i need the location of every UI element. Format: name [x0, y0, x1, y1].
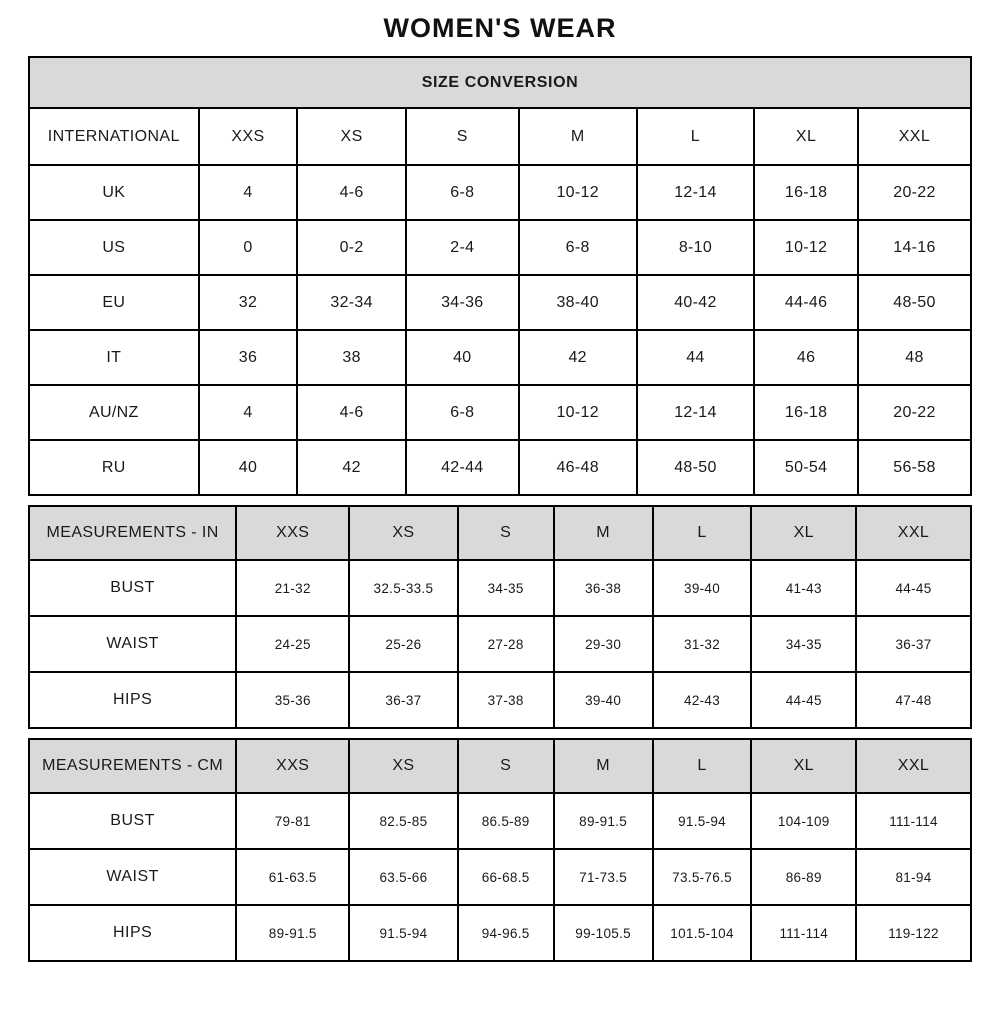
- column-header-size: XS: [349, 739, 457, 793]
- measurement-value: 71-73.5: [554, 849, 653, 905]
- measurement-value: 34-35: [458, 560, 554, 616]
- measurement-value: 66-68.5: [458, 849, 554, 905]
- measurement-value: 86.5-89: [458, 793, 554, 849]
- table-row: [29, 385, 971, 440]
- region-label: UK: [29, 165, 199, 220]
- measurement-value: 99-105.5: [554, 905, 653, 961]
- table-row: [29, 165, 971, 220]
- size-value: 16-18: [754, 165, 858, 220]
- region-label: RU: [29, 440, 199, 495]
- measurement-value: 39-40: [554, 672, 653, 728]
- measurement-value: 24-25: [236, 616, 349, 672]
- measurement-value: 25-26: [349, 616, 457, 672]
- column-header-size: M: [554, 739, 653, 793]
- column-header-size: XL: [754, 108, 858, 165]
- measurement-label: WAIST: [29, 849, 236, 905]
- size-value: 20-22: [858, 165, 971, 220]
- size-value: 6-8: [406, 165, 519, 220]
- measurement-value: 36-38: [554, 560, 653, 616]
- table-row: [29, 275, 971, 330]
- table-row: [29, 220, 971, 275]
- size-value: 4-6: [297, 165, 405, 220]
- size-value: 46-48: [519, 440, 637, 495]
- size-value: 16-18: [754, 385, 858, 440]
- size-value: 0-2: [297, 220, 405, 275]
- measurement-value: 31-32: [653, 616, 752, 672]
- region-label: US: [29, 220, 199, 275]
- measurement-value: 36-37: [856, 616, 971, 672]
- size-value: 56-58: [858, 440, 971, 495]
- size-value: 48-50: [858, 275, 971, 330]
- column-header-size: M: [519, 108, 637, 165]
- table-row: [29, 440, 971, 495]
- measurement-value: 89-91.5: [554, 793, 653, 849]
- size-value: 38-40: [519, 275, 637, 330]
- table-row: [29, 108, 971, 165]
- column-header-size: L: [637, 108, 755, 165]
- measurement-label: WAIST: [29, 616, 236, 672]
- measurement-value: 44-45: [751, 672, 856, 728]
- measurements-in-table: [28, 505, 972, 729]
- region-label: EU: [29, 275, 199, 330]
- size-value: 0: [199, 220, 298, 275]
- table-row: [29, 560, 971, 616]
- size-value: 34-36: [406, 275, 519, 330]
- measurements-in-title: MEASUREMENTS - IN: [29, 506, 236, 560]
- column-header-size: XXL: [856, 506, 971, 560]
- measurement-label: BUST: [29, 793, 236, 849]
- column-header-size: L: [653, 506, 752, 560]
- page-title: WOMEN'S WEAR: [383, 13, 617, 43]
- region-label: AU/NZ: [29, 385, 199, 440]
- size-value: 38: [297, 330, 405, 385]
- size-value: 42: [297, 440, 405, 495]
- measurement-value: 37-38: [458, 672, 554, 728]
- table-row: [29, 616, 971, 672]
- column-header-size: XXL: [858, 108, 971, 165]
- measurement-value: 29-30: [554, 616, 653, 672]
- size-value: 50-54: [754, 440, 858, 495]
- table-row: [29, 57, 971, 108]
- size-value: 48: [858, 330, 971, 385]
- column-header-size: XXS: [236, 506, 349, 560]
- size-value: 2-4: [406, 220, 519, 275]
- measurement-value: 119-122: [856, 905, 971, 961]
- measurement-value: 35-36: [236, 672, 349, 728]
- size-value: 12-14: [637, 165, 755, 220]
- size-value: 42: [519, 330, 637, 385]
- measurement-value: 42-43: [653, 672, 752, 728]
- measurement-value: 32.5-33.5: [349, 560, 457, 616]
- table-row: [29, 905, 971, 961]
- measurement-value: 39-40: [653, 560, 752, 616]
- measurement-label: HIPS: [29, 905, 236, 961]
- measurement-value: 81-94: [856, 849, 971, 905]
- measurement-value: 111-114: [751, 905, 856, 961]
- column-header-size: XXS: [236, 739, 349, 793]
- measurement-value: 86-89: [751, 849, 856, 905]
- size-value: 42-44: [406, 440, 519, 495]
- size-value: 4: [199, 165, 298, 220]
- size-value: 8-10: [637, 220, 755, 275]
- size-chart-page: [28, 13, 972, 962]
- measurement-value: 111-114: [856, 793, 971, 849]
- measurement-value: 79-81: [236, 793, 349, 849]
- column-header-international: INTERNATIONAL: [29, 108, 199, 165]
- measurement-value: 73.5-76.5: [653, 849, 752, 905]
- region-label: IT: [29, 330, 199, 385]
- size-value: 32: [199, 275, 298, 330]
- measurement-value: 36-37: [349, 672, 457, 728]
- column-header-size: M: [554, 506, 653, 560]
- size-value: 6-8: [519, 220, 637, 275]
- column-header-size: S: [458, 506, 554, 560]
- column-header-size: XS: [297, 108, 405, 165]
- column-header-size: XXL: [856, 739, 971, 793]
- size-conversion-title: SIZE CONVERSION: [29, 57, 971, 108]
- table-row: [29, 849, 971, 905]
- column-header-size: XS: [349, 506, 457, 560]
- size-value: 40-42: [637, 275, 755, 330]
- measurement-value: 34-35: [751, 616, 856, 672]
- size-value: 32-34: [297, 275, 405, 330]
- measurement-value: 89-91.5: [236, 905, 349, 961]
- table-row: [29, 793, 971, 849]
- size-conversion-table: [28, 56, 972, 496]
- measurement-value: 82.5-85: [349, 793, 457, 849]
- column-header-size: XXS: [199, 108, 298, 165]
- measurement-value: 41-43: [751, 560, 856, 616]
- size-value: 40: [199, 440, 298, 495]
- column-header-size: L: [653, 739, 752, 793]
- measurement-value: 94-96.5: [458, 905, 554, 961]
- size-value: 4-6: [297, 385, 405, 440]
- table-row: [29, 330, 971, 385]
- measurement-value: 44-45: [856, 560, 971, 616]
- measurement-value: 21-32: [236, 560, 349, 616]
- measurement-label: HIPS: [29, 672, 236, 728]
- size-value: 10-12: [519, 385, 637, 440]
- size-value: 48-50: [637, 440, 755, 495]
- column-header-size: S: [458, 739, 554, 793]
- size-value: 44: [637, 330, 755, 385]
- size-value: 12-14: [637, 385, 755, 440]
- measurement-value: 101.5-104: [653, 905, 752, 961]
- measurement-value: 91.5-94: [349, 905, 457, 961]
- column-header-size: XL: [751, 739, 856, 793]
- measurements-cm-title: MEASUREMENTS - CM: [29, 739, 236, 793]
- size-value: 10-12: [754, 220, 858, 275]
- size-value: 4: [199, 385, 298, 440]
- column-header-size: XL: [751, 506, 856, 560]
- size-value: 40: [406, 330, 519, 385]
- size-value: 10-12: [519, 165, 637, 220]
- measurement-value: 104-109: [751, 793, 856, 849]
- table-row: [29, 506, 971, 560]
- size-value: 20-22: [858, 385, 971, 440]
- table-row: [29, 739, 971, 793]
- measurement-value: 61-63.5: [236, 849, 349, 905]
- measurement-label: BUST: [29, 560, 236, 616]
- measurements-cm-table: [28, 738, 972, 962]
- size-value: 36: [199, 330, 298, 385]
- measurement-value: 27-28: [458, 616, 554, 672]
- measurement-value: 47-48: [856, 672, 971, 728]
- size-value: 6-8: [406, 385, 519, 440]
- size-value: 46: [754, 330, 858, 385]
- column-header-size: S: [406, 108, 519, 165]
- table-row: [29, 672, 971, 728]
- size-value: 44-46: [754, 275, 858, 330]
- size-value: 14-16: [858, 220, 971, 275]
- measurement-value: 91.5-94: [653, 793, 752, 849]
- measurement-value: 63.5-66: [349, 849, 457, 905]
